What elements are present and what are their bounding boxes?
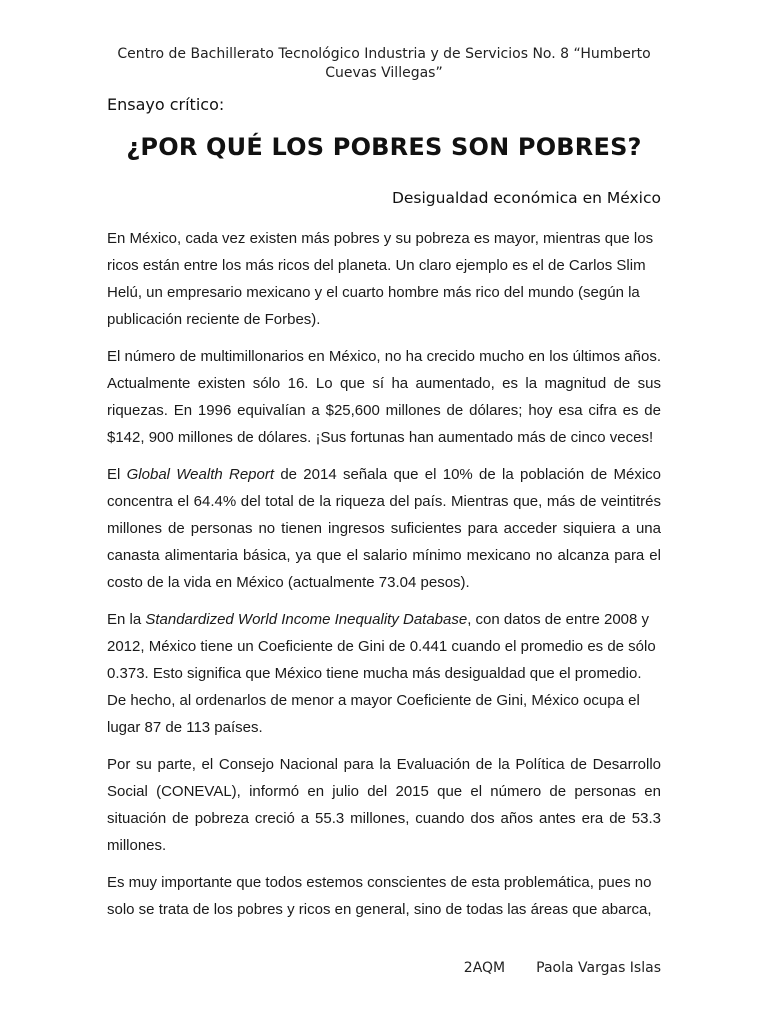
page-subtitle: Desigualdad económica en México xyxy=(391,189,661,207)
paragraph-1: En México, cada vez existen más pobres y su pobreza es mayor, mientras que los ricos están entre los más ricos del planeta. Un claro ejemplo es el de Carlos Slim Helú, un empresario mexicano y el cuarto hombre más rico del mundo (según la publicación reciente de Forbes). xyxy=(107,230,654,328)
paragraph-4-text: , con datos de entre 2008 y 2012, México tiene un Coeficiente de Gini de 0.441 cuando el promedio es de sólo 0.373. Esto significa que México tiene mucha más desigualdad que el promedio. De hecho, al ordenarlos de menor a mayor Coeficiente de Gini, México ocupa el lugar 87 de 113 países. xyxy=(107,611,656,736)
institution-header xyxy=(100,45,668,83)
paragraph-3 xyxy=(107,461,661,596)
institution-line-2: Cuevas Villegas” xyxy=(325,65,443,81)
page-footer xyxy=(464,960,661,976)
essay-type-label: Ensayo crítico: xyxy=(107,95,225,114)
institution-line-1: Centro de Bachillerato Tecnológico Industria y de Servicios No. 8 “Humberto xyxy=(117,46,651,62)
page-title: ¿POR QUÉ LOS POBRES SON POBRES? xyxy=(126,133,642,161)
essay-body xyxy=(107,225,661,933)
paragraph-4 xyxy=(107,606,661,741)
paragraph-6: Es muy importante que todos estemos conscientes de esta problemática, pues no solo se trata de los pobres y ricos en general, sino de todas las áreas que abarca, xyxy=(107,874,652,918)
paragraph-2: El número de multimillonarios en México, no ha crecido mucho en los últimos años. Actualmente existen sólo 16. Lo que sí ha aumentado, es la magnitud de sus riquezas. En 1996 equivalían a $25,600 millones de dólares; hoy esa cifra es de $142, 900 millones de dólares. ¡Sus fortunas han aumentado más de cinco veces! xyxy=(107,348,661,446)
paragraph-5: Por su parte, el Consejo Nacional para la Evaluación de la Política de Desarrollo Social (CONEVAL), informó en julio del 2015 que el número de personas en situación de pobreza creció a 55.3 millones, cuando dos años antes era de 53.3 millones. xyxy=(107,756,661,854)
paragraph-3-text: de 2014 señala que el 10% de la población de México concentra el 64.4% del total de la riqueza del país. Mientras que, más de veintitrés millones de personas no tienen ingresos suficientes para acceder siquiera a una canasta alimentaria básica, ya que el salario mínimo mexicano no alcanza para el costo de la vida en México (actualmente 73.04 pesos). xyxy=(107,466,661,591)
author-name: Paola Vargas Islas xyxy=(536,960,661,976)
report-name: Global Wealth Report xyxy=(126,466,275,483)
database-name: Standardized World Income Inequality Database xyxy=(145,611,468,628)
paragraph-4-prefix: En la xyxy=(107,611,146,628)
class-group: 2AQM xyxy=(463,960,506,976)
paragraph-3-prefix: El xyxy=(107,466,127,483)
